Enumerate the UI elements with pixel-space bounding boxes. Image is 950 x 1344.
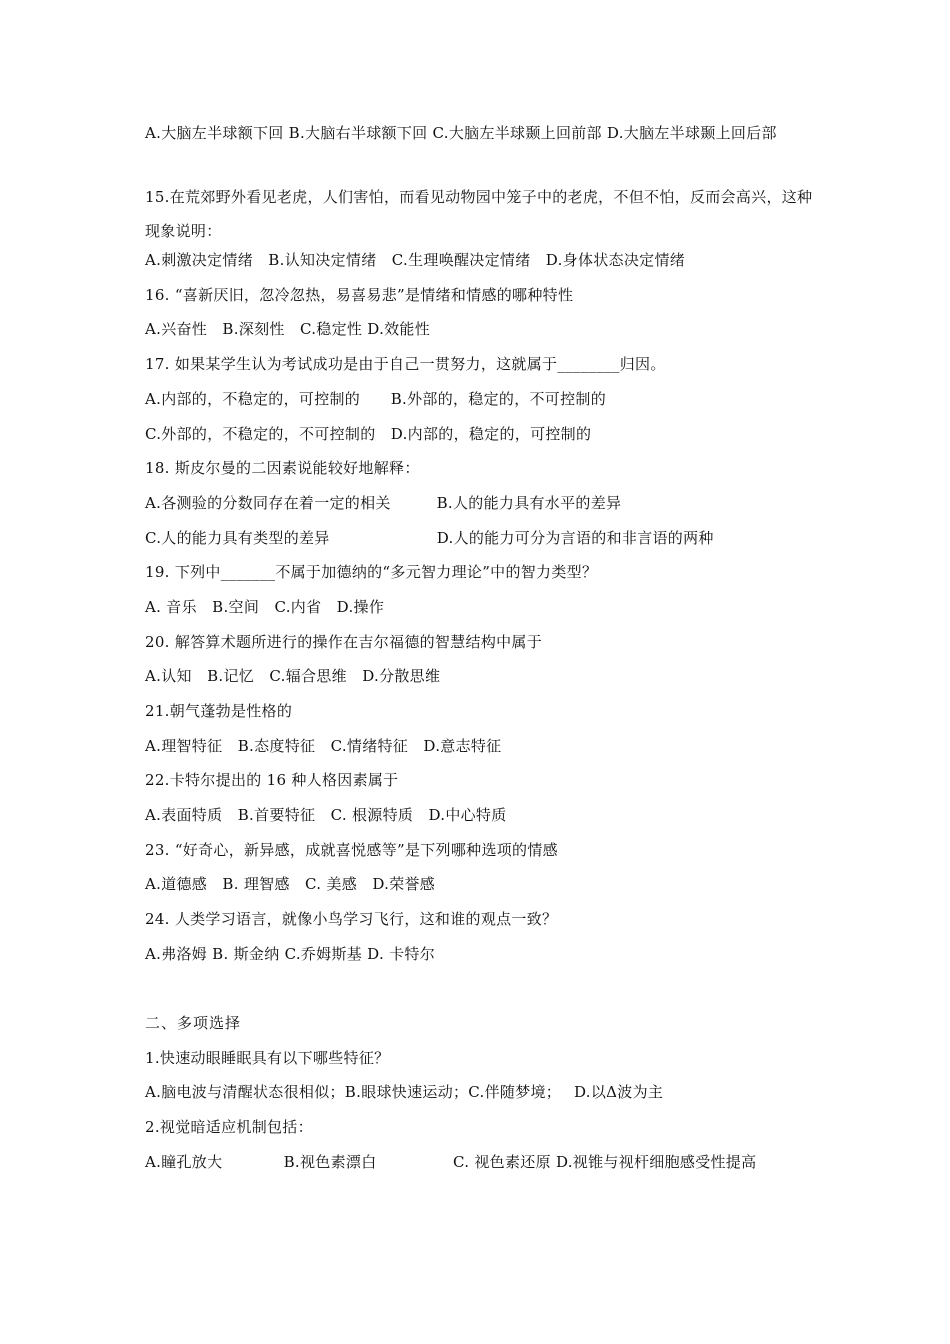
q23-options: A.道德感 B. 理智感 C. 美感 D.荣誉感 xyxy=(145,875,436,893)
q16-text: 16. “喜新厌旧，忽冷忽热，易喜易悲”是情绪和情感的哪种特性 xyxy=(145,286,574,304)
q17-text: 17. 如果某学生认为考试成功是由于自己一贯努力，这就属于________归因。 xyxy=(145,355,666,373)
mq2-options: A.瞳孔放大 B.视色素漂白 C. 视色素还原 D.视锥与视杆细胞感受性提高 xyxy=(145,1153,757,1171)
q21-text: 21.朝气蓬勃是性格的 xyxy=(145,702,293,720)
q17-options-line2: C.外部的，不稳定的，不可控制的 D.内部的，稳定的，可控制的 xyxy=(145,425,592,443)
section-title: 二、多项选择 xyxy=(145,1014,242,1032)
q17-options-line1: A.内部的，不稳定的，可控制的 B.外部的，稳定的，不可控制的 xyxy=(145,390,606,408)
q16-options: A.兴奋性 B.深刻性 C.稳定性 D.效能性 xyxy=(145,320,431,338)
q18-options-line1: A.各测验的分数同存在着一定的相关 B.人的能力具有水平的差异 xyxy=(145,494,622,512)
q19-options: A. 音乐 B.空间 C.内省 D.操作 xyxy=(145,598,385,616)
q21-options: A.理智特征 B.态度特征 C.情绪特征 D.意志特征 xyxy=(145,737,502,755)
q24-text: 24. 人类学习语言，就像小鸟学习飞行，这和谁的观点一致？ xyxy=(145,910,558,928)
q22-options: A.表面特质 B.首要特征 C. 根源特质 D.中心特质 xyxy=(145,806,507,824)
q24-options: A.弗洛姆 B. 斯金纳 C.乔姆斯基 D. 卡特尔 xyxy=(145,945,436,963)
mq1-text: 1.快速动眼睡眠具有以下哪些特征？ xyxy=(145,1049,390,1067)
mq2-text: 2.视觉暗适应机制包括： xyxy=(145,1118,313,1136)
q22-text: 22.卡特尔提出的 16 种人格因素属于 xyxy=(145,771,399,789)
q15-text: 15.在荒郊野外看见老虎，人们害怕，而看见动物园中笼子中的老虎，不但不怕，反而会高兴，这种现象说明： xyxy=(145,188,813,240)
q18-text: 18. 斯皮尔曼的二因素说能较好地解释： xyxy=(145,459,420,477)
q15-options: A.刺激决定情绪 B.认知决定情绪 C.生理唤醒决定情绪 D.身体状态决定情绪 xyxy=(145,251,686,269)
q14-options: A.大脑左半球额下回 B.大脑右半球额下回 C.大脑左半球颞上回前部 D.大脑左半球颞上回后部 xyxy=(145,124,777,142)
q20-options: A.认知 B.记忆 C.辐合思维 D.分散思维 xyxy=(145,667,441,685)
q18-options-line2: C.人的能力具有类型的差异 D.人的能力可分为言语的和非言语的两种 xyxy=(145,529,714,547)
mq1-options: A.脑电波与清醒状态很相似；B.眼球快速运动；C.伴随梦境； D.以Δ波为主 xyxy=(145,1083,664,1101)
q23-text: 23. “好奇心，新异感，成就喜悦感等”是下列哪种选项的情感 xyxy=(145,841,558,859)
q19-text: 19. 下列中_______不属于加德纳的“多元智力理论”中的智力类型？ xyxy=(145,563,598,581)
q20-text: 20. 解答算术题所进行的操作在吉尔福德的智慧结构中属于 xyxy=(145,633,543,651)
